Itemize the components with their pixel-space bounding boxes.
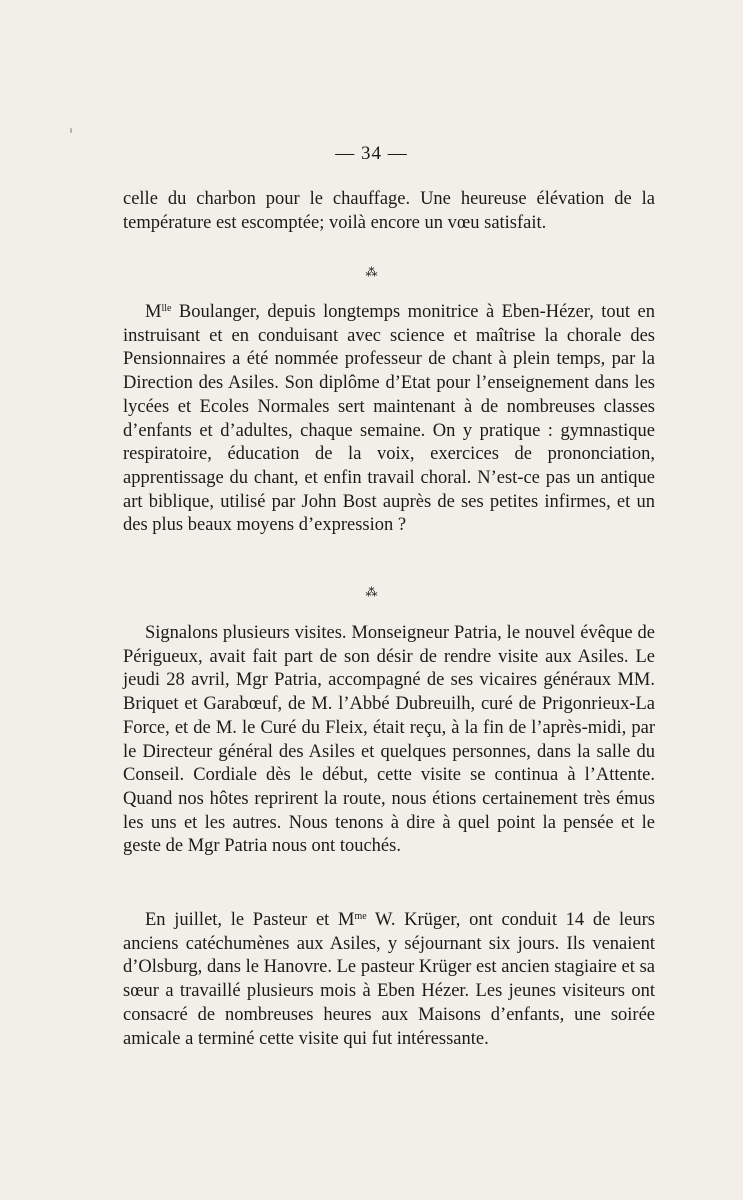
title-superscript: me: [354, 911, 367, 922]
paragraph-visits: [123, 622, 655, 859]
title-prefix: M: [145, 302, 162, 322]
paragraph-body: Boulanger, depuis longtemps monitrice à Eben-Hézer, tout en instruisant et en conduisant avec science et maîtrise la chorale des Pensionnaires a été nommée professeur de chant à plein temps, par la Direction des Asiles. Son diplôme d’Etat pour l’enseignement dans les lycées et Ecoles Normales sert maintenant à de nombreuses classes d’enfants et d’adultes, chaque semaine. On y pratique : gymnastique respiratoire, éducation de la voix, exercices de prononciation, apprentissage du chant, et enfin travail choral. N’est-ce pas un antique art biblique, utilisé par John Bost auprès de ses petites infirmes, et un des plus beaux moyens d’expression ?: [123, 302, 655, 536]
paragraph-boulanger: [123, 301, 655, 538]
section-separator-asterism: ⁂: [365, 265, 378, 279]
paragraph-text: [123, 909, 655, 1051]
paragraph-kruger: [123, 909, 655, 1051]
paragraph-text: Signalons plusieurs visites. Monseigneur Patria, le nouvel évêque de Périgueux, avait fait part de son désir de rendre visite aux Asiles. Le jeudi 28 avril, Mgr Patria, accompagné de ses vicaires généraux MM. Briquet et Garabœuf, de M. l’Abbé Dubreuilh, curé de Prigonrieux-La Force, et de M. le Curé du Fleix, était reçu, à la fin de l’après-midi, par le Directeur général des Asiles et quelques personnes, dans la salle du Conseil. Cordiale dès le début, cette visite se continua à l’Attente. Quand nos hôtes reprirent la route, nous étions certainement très émus les uns et les autres. Nous tenons à dire à quel point la pensée et le geste de Mgr Patria nous ont touchés.: [123, 623, 655, 857]
paragraph-body: W. Krüger, ont conduit 14 de leurs anciens catéchumènes aux Asiles, y séjournant six jours. Ils venaient d’Olsburg, dans le Hanovre. Le pasteur Krüger est ancien stagiaire et sa sœur a travaillé plusieurs mois à Eben Hézer. Les jeunes visiteurs ont consacré de nombreuses heures aux Maisons d’enfants, une soirée amicale a terminé cette visite qui fut intéressante.: [123, 910, 655, 1049]
paragraph-continuation: [123, 188, 655, 235]
paragraph-text: [123, 301, 655, 538]
paragraph-lead: En juillet, le Pasteur et M: [145, 910, 355, 930]
section-separator-asterism: ⁂: [365, 585, 378, 599]
title-superscript: lle: [161, 303, 172, 314]
paper-speck: [70, 128, 72, 133]
page-number: — 34 —: [335, 143, 408, 164]
paragraph-text: celle du charbon pour le chauffage. Une heureuse élévation de la température est escomptée; voilà encore un vœu satisfait.: [123, 189, 655, 233]
